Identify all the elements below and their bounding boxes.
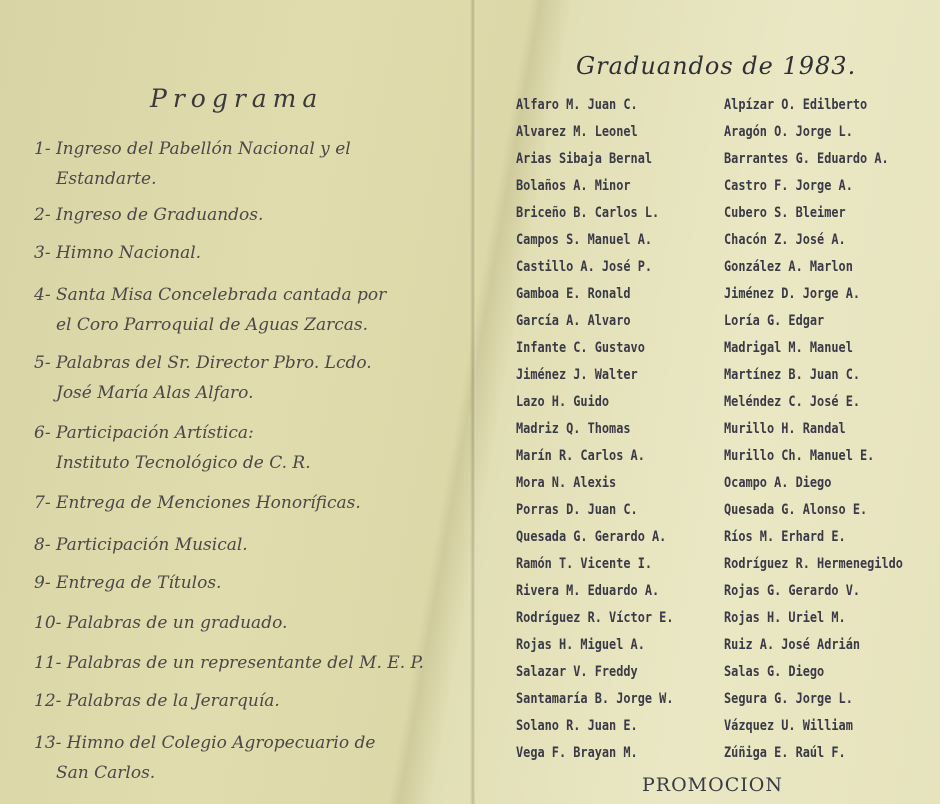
graduate-name: Ramón T. Vicente I. xyxy=(516,556,653,572)
program-item-9 xyxy=(34,568,454,598)
graduate-name: Ocampo A. Diego xyxy=(724,475,832,491)
program-item-4 xyxy=(34,280,454,340)
graduate-name: Porras D. Juan C. xyxy=(516,502,638,518)
program-item-continuation: Instituto Tecnológico de C. R. xyxy=(56,453,311,473)
program-item-7 xyxy=(34,488,454,518)
graduate-name: Segura G. Jorge L. xyxy=(724,691,853,707)
program-item-text: 5- Palabras del Sr. Director Pbro. Lcdo. xyxy=(34,353,372,373)
program-item-5 xyxy=(34,348,454,408)
program-item-10 xyxy=(34,608,454,638)
graduate-name: Martínez B. Juan C. xyxy=(724,367,861,383)
graduate-name: García A. Alvaro xyxy=(516,313,631,329)
graduate-name: Rojas H. Uriel M. xyxy=(724,610,846,626)
graduate-name: Murillo Ch. Manuel E. xyxy=(724,448,875,464)
graduate-name: Alfaro M. Juan C. xyxy=(516,97,638,113)
promotion-footer: PROMOCION xyxy=(642,774,783,796)
graduate-name: Castro F. Jorge A. xyxy=(724,178,853,194)
graduate-name: Vega F. Brayan M. xyxy=(516,745,638,761)
program-page xyxy=(0,0,468,804)
program-item-continuation: el Coro Parroquial de Aguas Zarcas. xyxy=(56,315,369,335)
graduate-name: Campos S. Manuel A. xyxy=(516,232,653,248)
program-item-11 xyxy=(34,648,454,678)
graduate-name: Quesada G. Gerardo A. xyxy=(516,529,667,545)
graduate-name: Rojas G. Gerardo V. xyxy=(724,583,861,599)
graduate-name: Solano R. Juan E. xyxy=(516,718,638,734)
graduate-name: Lazo H. Guido xyxy=(516,394,610,410)
graduate-name: Vázquez U. William xyxy=(724,718,853,734)
graduate-name: Loría G. Edgar xyxy=(724,313,825,329)
graduate-name: Quesada G. Alonso E. xyxy=(724,502,868,518)
graduate-name: Ruiz A. José Adrián xyxy=(724,637,861,653)
program-item-text: 13- Himno del Colegio Agropecuario de xyxy=(34,733,376,753)
graduate-name: Salazar V. Freddy xyxy=(516,664,638,680)
graduate-name: Ríos M. Erhard E. xyxy=(724,529,846,545)
program-item-text: 11- Palabras de un representante del M. E. P. xyxy=(34,653,424,673)
graduate-name: Gamboa E. Ronald xyxy=(516,286,631,302)
program-item-text: 1- Ingreso del Pabellón Nacional y el xyxy=(34,139,351,159)
graduates-column-right xyxy=(724,92,903,767)
graduates-column-left xyxy=(516,92,673,767)
graduate-name: Salas G. Diego xyxy=(724,664,825,680)
graduate-name: Murillo H. Randal xyxy=(724,421,846,437)
program-item-continuation: José María Alas Alfaro. xyxy=(56,383,254,403)
graduate-name: Zúñiga E. Raúl F. xyxy=(724,745,846,761)
program-item-text: 10- Palabras de un graduado. xyxy=(34,613,288,633)
graduate-name: Santamaría B. Jorge W. xyxy=(516,691,674,707)
program-item-text: 4- Santa Misa Concelebrada cantada por xyxy=(34,285,387,305)
graduate-name: Chacón Z. José A. xyxy=(724,232,846,248)
program-item-6 xyxy=(34,418,454,478)
graduate-name: Meléndez C. José E. xyxy=(724,394,861,410)
program-item-3 xyxy=(34,238,454,268)
graduate-name: Rojas H. Miguel A. xyxy=(516,637,645,653)
program-item-text: 8- Participación Musical. xyxy=(34,535,248,555)
graduate-name: Alvarez M. Leonel xyxy=(516,124,638,140)
graduate-name: Barrantes G. Eduardo A. xyxy=(724,151,889,167)
graduate-name: González A. Marlon xyxy=(724,259,853,275)
graduate-name: Cubero S. Bleimer xyxy=(724,205,846,221)
graduate-name: Rodríguez R. Hermenegildo xyxy=(724,556,903,572)
program-item-text: 9- Entrega de Títulos. xyxy=(34,573,222,593)
program-item-text: 3- Himno Nacional. xyxy=(34,243,202,263)
graduate-name: Alpízar O. Edilberto xyxy=(724,97,868,113)
graduate-name: Bolaños A. Minor xyxy=(516,178,631,194)
graduates-page xyxy=(476,0,940,804)
program-item-1 xyxy=(34,134,454,194)
program-item-text: 7- Entrega de Menciones Honoríficas. xyxy=(34,493,361,513)
graduate-name: Aragón O. Jorge L. xyxy=(724,124,853,140)
graduate-name: Madrigal M. Manuel xyxy=(724,340,853,356)
program-item-text: 2- Ingreso de Graduandos. xyxy=(34,205,264,225)
program-item-text: 12- Palabras de la Jerarquía. xyxy=(34,691,280,711)
program-item-continuation: San Carlos. xyxy=(56,763,156,783)
program-item-12 xyxy=(34,686,454,716)
program-title: Programa xyxy=(150,84,324,113)
program-item-13 xyxy=(34,728,454,788)
graduate-name: Arias Sibaja Bernal xyxy=(516,151,653,167)
graduates-title: Graduandos de 1983. xyxy=(576,52,857,80)
graduate-name: Madriz Q. Thomas xyxy=(516,421,631,437)
graduate-name: Marín R. Carlos A. xyxy=(516,448,645,464)
graduate-name: Briceño B. Carlos L. xyxy=(516,205,660,221)
program-item-2 xyxy=(34,200,454,230)
graduate-name: Jiménez D. Jorge A. xyxy=(724,286,861,302)
graduate-name: Rivera M. Eduardo A. xyxy=(516,583,660,599)
graduate-name: Jiménez J. Walter xyxy=(516,367,638,383)
program-item-text: 6- Participación Artística: xyxy=(34,423,254,443)
program-item-continuation: Estandarte. xyxy=(56,169,157,189)
graduate-name: Rodríguez R. Víctor E. xyxy=(516,610,674,626)
program-item-8 xyxy=(34,530,454,560)
graduate-name: Infante C. Gustavo xyxy=(516,340,645,356)
graduate-name: Castillo A. José P. xyxy=(516,259,653,275)
graduate-name: Mora N. Alexis xyxy=(516,475,617,491)
